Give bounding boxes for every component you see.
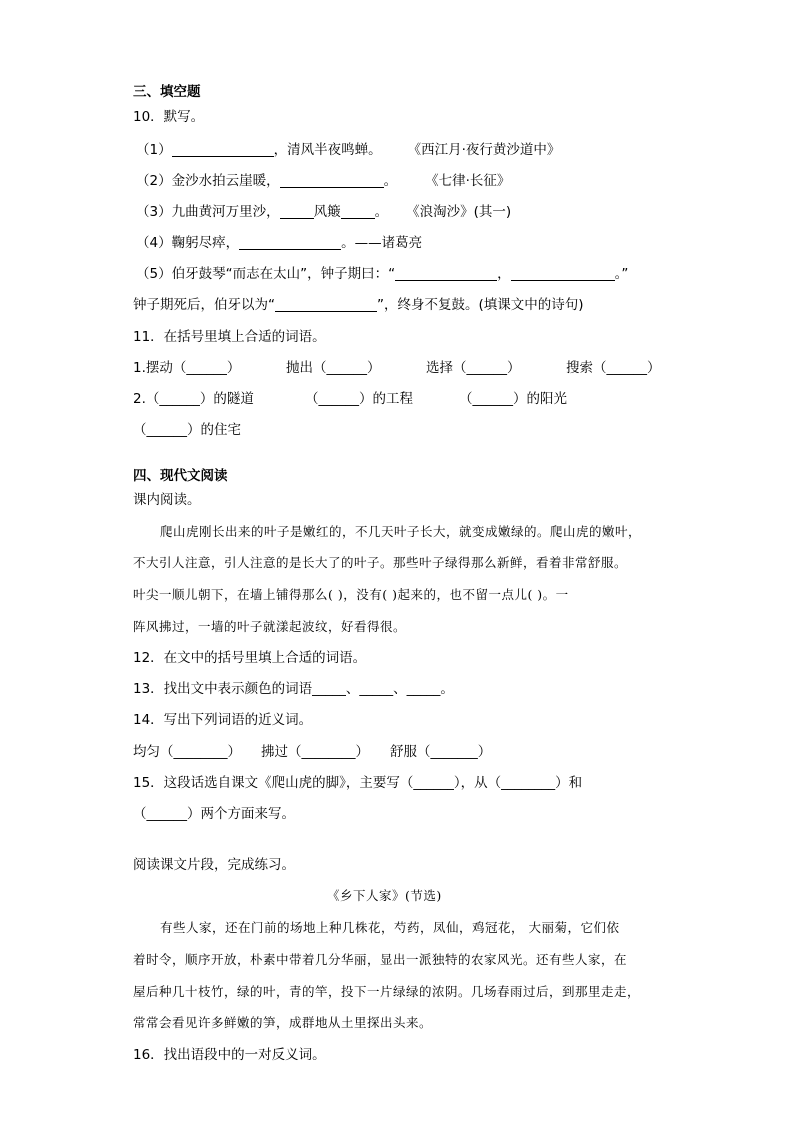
q11-item[interactable]: （______）的阳光 (459, 391, 567, 407)
reading-intro: 课内阅读。 (133, 492, 201, 508)
question-10-4 (136, 233, 422, 253)
q10-1-text: ，清风半夜鸣蝉。 (273, 142, 382, 158)
passage-line: 屋后种几十枝竹，绿的叶，青的竿，投下一片绿绿的浓阴。几场春雨过后，到那里走走， (133, 984, 641, 999)
passage-line: 爬山虎刚长出来的叶子是嫩红的，不几天叶子长大，就变成嫩绿的。爬山虎的嫩叶， (160, 524, 642, 539)
q10-5-text: （5）伯牙鼓琴“而志在太山”，钟子期曰：“ (136, 266, 396, 282)
question-10-1 (136, 140, 560, 160)
question-15-cont: （______）两个方面来写。 (133, 806, 295, 822)
q10-5-cont-text: 钟子期死后，伯牙以为“ (133, 297, 275, 313)
section-4-title: 四、现代文阅读 (133, 468, 228, 484)
passage-line: 常常会看见许多鲜嫩的笋，成群地从土里探出头来。 (133, 1015, 433, 1030)
question-10-3 (136, 202, 511, 222)
question-13: 13．找出文中表示颜色的词语_____、_____、_____。 (133, 681, 454, 697)
answer-blank[interactable] (280, 204, 314, 219)
question-15: 15．这段话选自课文《爬山虎的脚》，主要写（______），从（________）和 (133, 775, 583, 791)
q10-2-source: 《七律·长征》 (425, 173, 511, 189)
q10-1-prefix: （1） (136, 142, 172, 158)
q10-3-source: 《浪淘沙》(其一) (406, 204, 512, 220)
q10-2-text: （2）金沙水拍云崖暖， (136, 173, 280, 189)
q11-item[interactable]: 1.摆动（______） (133, 360, 241, 376)
section-3-title: 三、填空题 (133, 84, 201, 100)
answer-blank[interactable] (511, 266, 615, 281)
answer-blank[interactable] (239, 235, 341, 250)
question-10-5-cont (133, 295, 584, 315)
answer-blank[interactable] (172, 142, 274, 157)
q11-item[interactable]: 搜索（______） (566, 360, 661, 376)
q10-4-end: 。——诸葛亮 (341, 235, 423, 251)
answer-blank[interactable] (275, 297, 377, 312)
q10-3-text: （3）九曲黄河万里沙， (136, 204, 280, 220)
q11-row-3[interactable]: （______）的住宅 (133, 422, 241, 438)
question-12: 12．在文中的括号里填上合适的词语。 (133, 650, 367, 666)
q11-item[interactable]: （______）的工程 (305, 391, 413, 407)
q11-item[interactable]: 2.（______）的隧道 (133, 391, 254, 407)
reading-intro-2: 阅读课文片段，完成练习。 (133, 857, 295, 873)
passage-title: 《乡下人家》(节选) (327, 888, 442, 903)
passage-line: 叶尖一顺儿朝下，在墙上铺得那么( )，没有( )起来的，也不留一点儿( )。一 (133, 587, 569, 602)
q14-item[interactable]: 均匀（________） (133, 744, 241, 760)
question-11: 11．在括号里填上合适的词语。 (133, 329, 326, 345)
q10-5-comma: ， (497, 266, 511, 282)
q10-2-end: 。 (383, 173, 398, 189)
question-16: 16．找出语段中的一对反义词。 (133, 1047, 326, 1063)
passage-line: 不大引人注意，引人注意的是长大了的叶子。那些叶子绿得那么新鲜，看着非常舒服。 (133, 555, 628, 570)
passage-line: 阵风拂过，一墙的叶子就漾起波纹，好看得很。 (133, 619, 407, 634)
q11-item[interactable]: 抛出（______） (286, 360, 381, 376)
q10-5-cont-end: ”，终身不复鼓。(填课文中的诗句) (377, 297, 584, 313)
question-10-5 (136, 264, 628, 284)
q10-1-source: 《西江月·夜行黄沙道中》 (407, 142, 561, 158)
q14-item[interactable]: 舒服（_______） (390, 744, 492, 760)
q11-item[interactable]: 选择（______） (426, 360, 521, 376)
question-10: 10．默写。 (133, 109, 205, 125)
question-10-2 (136, 171, 510, 191)
answer-blank[interactable] (395, 266, 497, 281)
passage-line: 着时令，顺序开放，朴素中带着几分华丽，显出一派独特的农家风光。还有些人家，在 (133, 952, 628, 967)
q10-4-text: （4）鞠躬尽瘁， (136, 235, 240, 251)
answer-blank[interactable] (341, 204, 375, 219)
q10-3-end: 。 (374, 204, 389, 220)
q14-item[interactable]: 拂过（________） (261, 744, 369, 760)
question-14: 14．写出下列词语的近义词。 (133, 712, 313, 728)
answer-blank[interactable] (280, 173, 384, 188)
q10-3-mid: 风簸 (313, 204, 341, 220)
passage-line: 有些人家，还在门前的场地上种几株花，芍药，凤仙，鸡冠花， 大丽菊，它们依 (160, 920, 620, 935)
q10-5-end: 。” (614, 266, 629, 282)
